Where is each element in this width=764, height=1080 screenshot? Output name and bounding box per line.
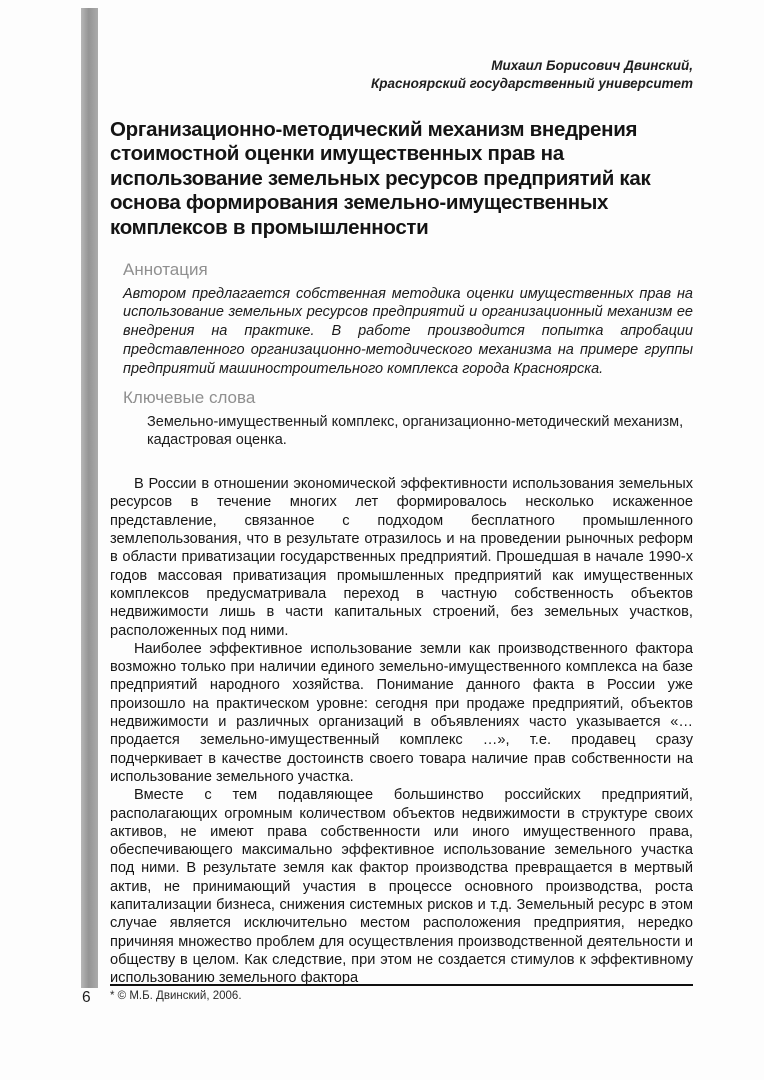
page-footer	[110, 984, 693, 1002]
body-paragraph-1: В России в отношении экономической эффективности использования земельных ресурсов в течение многих лет формировалось несколько искаженное представление, связанное с подходом бесплатного промышленного землепользования, что в результате отразилось и на проведении рыночных реформ в области приватизации государственных предприятий. Прошедшая в начале 1990-х годов массовая приватизация промышленных предприятий как имущественных комплексов предусматривала переход в частную собственность объектов недвижимости лишь в части капитальных строений, без земельных участков, расположенных под ними.	[110, 476, 693, 639]
body-paragraph-3: Вместе с тем подавляющее большинство российских предприятий, располагающих огромным количеством объектов недвижимости в структуре своих активов, не имеют права собственности или иного имущественного права, обеспечивающего максимально эффективное использование земельного участка под ними. В результате земля как фактор производства превращается в мертвый актив, не принимающий участия в процессе основного производства, роста капитализации бизнеса, снижения системных рисков и т.д. Земельный ресурс в этом случае является исключительно местом расположения предприятия, нередко причиняя множество проблем для осуществления производственной деятельности и обществу в целом. Как следствие, при этом не создается стимулов к эффективному использованию земельного фактора	[110, 787, 693, 987]
keywords-heading: Ключевые слова	[123, 387, 256, 407]
copyright-footnote: * © М.Б. Двинский, 2006.	[110, 990, 242, 1002]
page-number: 6	[82, 989, 91, 1006]
author-affiliation: Красноярский государственный университет	[370, 75, 693, 91]
body-paragraph-2: Наиболее эффективное использование земли как производственного фактора возможно только при наличии единого земельно-имущественного комплекса на базе предприятий народного хозяйства. Понимание данного факта в России уже произошло на практическом уровне: сегодня при продаже предприятий, объектов недвижимости и различных организаций в объявлениях часто указывается «…продается земельно-имущественный комплекс …», т.е. продавец сразу подчеркивает в качестве достоинств своего товара наличие прав собственности на использование земельного участка.	[110, 640, 693, 785]
annotation-text: Автором предлагается собственная методика оценки имущественных прав на использование земельных ресурсов предприятий и организационный механизм ее внедрения на практике. В работе производится попытка апробации представленного организационно-методического механизма на примере группы предприятий машиностроительного комплекса города Красноярска.	[123, 285, 693, 377]
article-title: Организационно-методический механизм внедрения стоимостной оценки имущественных прав на использование земельных ресурсов предприятий как основа формирования земельно-имущественных комплексов в промышленности	[110, 117, 651, 239]
left-margin-bar	[81, 8, 98, 988]
annotation-heading: Аннотация	[123, 259, 208, 279]
page-content	[110, 57, 693, 987]
author-name: Михаил Борисович Двинский,	[491, 58, 693, 73]
article-body	[110, 475, 693, 987]
annotation-section	[110, 260, 693, 451]
author-block	[110, 57, 693, 93]
keywords-text: Земельно-имущественный комплекс, организационно-методический механизм, кадастровая оценка.	[147, 413, 684, 449]
